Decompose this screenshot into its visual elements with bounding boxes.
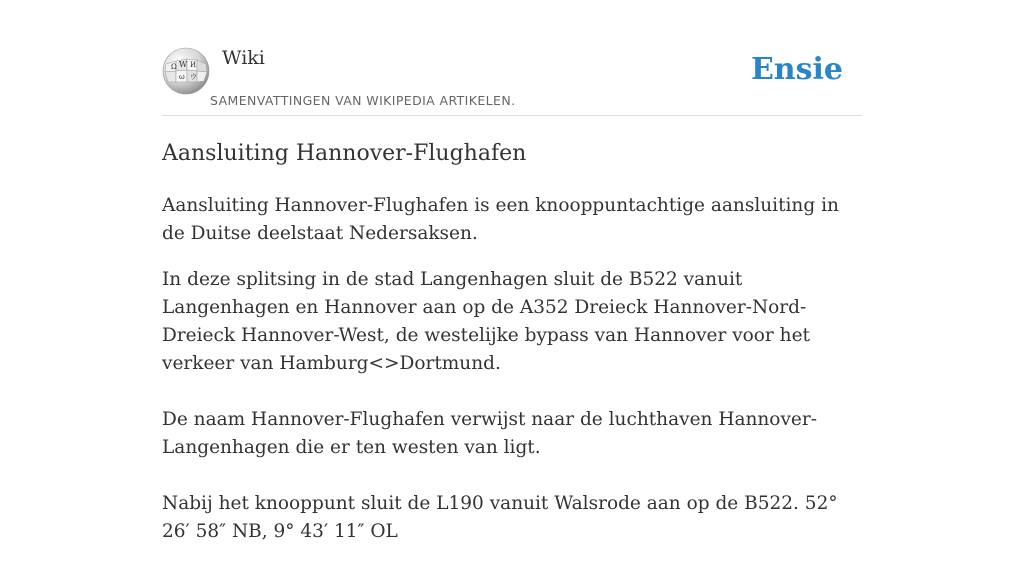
article-title: Aansluiting Hannover-Flughafen <box>162 141 527 166</box>
svg-text:И: И <box>190 61 197 69</box>
article-paragraph: Nabij het knooppunt sluit de L190 vanuit Walsrode aan op de B522. 52° 26′ 58″ NB, 9° 43′ 11″ OL <box>162 493 838 542</box>
svg-text:ω: ω <box>179 73 185 81</box>
wikipedia-globe-icon[interactable] <box>162 47 210 95</box>
article-lead: Aansluiting Hannover-Flughafen is een knooppuntachtige aansluiting in de Duitse deelstaat Nedersaksen. <box>162 195 839 244</box>
article-paragraph: In deze splitsing in de stad Langenhagen sluit de B522 vanuit Langenhagen en Hannover aan op de A352 Dreieck Hannover-Nord-Dreieck Hannover-West, de westelijke bypass van Hannover voor het verkeer van Hamburg<>Dortmund. <box>162 269 810 374</box>
brand-logo-text[interactable]: Ensie <box>750 52 843 87</box>
svg-text:Ω: Ω <box>171 63 177 71</box>
svg-text:ウ: ウ <box>190 73 197 81</box>
article-body <box>162 192 862 574</box>
site-tagline: SAMENVATTINGEN VAN WIKIPEDIA ARTIKELEN. <box>210 93 516 108</box>
svg-text:W: W <box>179 60 188 69</box>
site-name[interactable]: Wiki <box>222 47 265 69</box>
header-divider <box>162 115 862 116</box>
article-paragraph: De naam Hannover-Flughafen verwijst naar de luchthaven Hannover-Langenhagen die er ten westen van ligt. <box>162 409 817 458</box>
